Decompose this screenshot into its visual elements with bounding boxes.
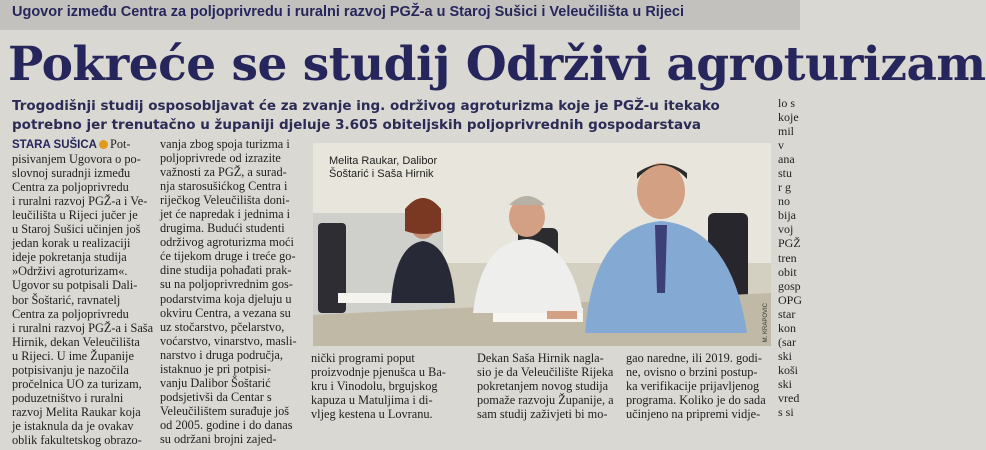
text-line: pomaže razvoju Županije, a (477, 393, 614, 408)
text-line: podsjetivši da Centar s (160, 389, 272, 404)
text-line: Hirnik, dekan Veleučilišta (12, 334, 140, 349)
text-line: riječkog Veleučilišta doni- (160, 193, 290, 208)
body-column-4 (477, 351, 625, 421)
body-column-5 (626, 351, 774, 421)
text-line: Centra za poljoprivredu (12, 180, 129, 195)
text-line: ka verifikacije prijavljenog (626, 379, 760, 394)
bullet-icon (99, 140, 108, 149)
text-line: Dekan Saša Hirnik nagla- (477, 351, 604, 365)
text-line: je istaknula da je ovakav (12, 418, 134, 433)
body-column-1 (12, 137, 152, 447)
text-line: leučilišta u Rijeci jučer je (12, 208, 138, 223)
photo-caption (329, 155, 437, 181)
text-line: kon (778, 320, 796, 335)
text-line: programa. Koliko je do sada (626, 393, 766, 408)
text-line: drugima. Budući studenti (160, 221, 285, 236)
text-line: nja starosušićkog Centra i (160, 179, 288, 194)
lead-paragraph (12, 97, 762, 135)
text-line: i ruralni razvoj PGŽ-a i Ve- (12, 194, 148, 209)
text-line: voj (778, 222, 794, 237)
dateline: STARA SUŠICA (12, 139, 97, 151)
text-line: učinjeno na pripremi vidje- (626, 407, 761, 422)
text-line: s si (778, 405, 794, 420)
caption-line: Melita Raukar, Dalibor (329, 155, 438, 167)
text-line: proizvodnje pjenušca u Ba- (311, 365, 446, 380)
text-line: bor Šoštarić, ravnatelj (12, 292, 121, 307)
text-line: Veleučilištem surađuje još (160, 403, 290, 418)
text-line: OPG (778, 292, 803, 307)
text-line: od 2005. godine i do danas (160, 417, 293, 432)
text-line: jedan korak u realizaciji (12, 236, 131, 251)
text-line: u Staroj Sušici učinjen još (12, 222, 141, 237)
col1-lines (12, 152, 152, 447)
text-line: pročelnica UO za turizam, (12, 376, 142, 391)
body-column-3 (311, 351, 471, 421)
text-line: su održani brojni zajed- (160, 431, 277, 446)
col1-first-word: Pot- (109, 137, 131, 151)
text-line: u Rijeci. U ime Županije (12, 348, 134, 363)
text-line: kapuza u Matuljima i di- (311, 393, 433, 408)
text-line: narstvo i druga područja, (160, 347, 283, 362)
text-line: poljoprivrede od izrazite (160, 151, 281, 166)
text-line: no (778, 194, 790, 209)
text-line: ski (778, 376, 793, 391)
text-line: star (778, 306, 796, 321)
text-line: važnosti za PGŽ, a surad- (160, 165, 287, 180)
text-line: oblik fakultetskog obrazo- (12, 432, 142, 447)
text-line: ana (778, 152, 795, 167)
text-line: Ugovor su potpisali Dali- (12, 278, 138, 293)
headline: Pokreće se studij Održivi agroturizam (8, 37, 986, 92)
text-line: vred (778, 390, 800, 405)
caption-line: Šoštarić i Saša Hirnik (329, 168, 434, 180)
text-line: i ruralni razvoj PGŽ-a i Saša (12, 320, 154, 335)
text-line: voćarstvo, vinarstvo, masli- (160, 333, 297, 348)
text-line: okviru Centra, a vezana su (160, 305, 291, 320)
text-line: ne, ovisno o brzini postup- (626, 365, 758, 380)
text-line: vanju Dalibor Šoštarić (160, 375, 271, 390)
text-line: podarstvima koja djeluju u (160, 291, 292, 306)
text-line: r g (778, 180, 791, 195)
text-line: vanja zbog spoja turizma i (160, 137, 290, 151)
text-line: pokretanjem novog studija (477, 379, 609, 394)
text-line: tren (778, 250, 797, 265)
text-line: PGŽ (778, 236, 801, 251)
text-line: lo s (778, 96, 796, 110)
text-line: obit (778, 264, 797, 279)
text-line: sio je da Veleučilište Rijeka (477, 365, 614, 380)
text-line: uz stočarstvo, pčelarstvo, (160, 319, 285, 334)
text-line: pisivanjem Ugovora o po- (12, 152, 141, 167)
text-line: ideje pokretanja studija (12, 250, 127, 265)
text-line: održivog agroturizma moći (160, 235, 294, 250)
text-line: »Održivi agroturizam«. (12, 264, 128, 279)
text-line: gao naredne, ili 2019. godi- (626, 351, 762, 365)
text-line: stu (778, 166, 793, 181)
text-line: nički programi poput (311, 351, 415, 365)
lead-line: Trogodišnji studij osposobljavat će za zvanje ing. održivog agroturizma koje je PGŽ-u itekako (12, 98, 720, 114)
text-line: potpisivanju je nazočila (12, 362, 129, 377)
news-photo (313, 143, 771, 346)
text-line: gosp (778, 278, 801, 293)
photo-credit: M. KRAPOVIĆ (763, 302, 769, 342)
text-line: jet će napredak i jednima i (160, 207, 291, 222)
text-line: vljeg kestena u Lovranu. (311, 407, 433, 422)
text-line: razvoj Melita Raukar koja (12, 404, 141, 419)
text-line: (sar (778, 334, 796, 349)
text-line: će tijekom druge i treće go- (160, 249, 296, 264)
lead-line: potrebno jer trenutačno u županiji djeluje 3.605 obiteljskih poljoprivrednih gospodarstava (12, 117, 702, 133)
text-line: slovnoj suradnji između (12, 166, 131, 181)
text-line: su na poljoprivrednim gos- (160, 277, 293, 292)
body-column-6-clipped (778, 96, 803, 420)
text-line: poduzetništvo i ruralni (12, 390, 124, 405)
text-line: dine studija pohađati prak- (160, 263, 292, 278)
text-line: ski (778, 348, 793, 363)
text-line: koši (778, 362, 799, 377)
kicker: Ugovor između Centra za poljoprivredu i ruralni razvoj PGŽ-a u Staroj Sušici i Veleučilišta u Rijeci (12, 4, 684, 20)
text-line: Centra za poljoprivredu (12, 306, 129, 321)
text-line: mil (778, 124, 795, 139)
text-line: koje (778, 110, 799, 125)
body-column-2 (160, 137, 304, 446)
text-line: kru i Vinodolu, brgujskog (311, 379, 438, 394)
text-line: istaknuo je pri potpisi- (160, 361, 272, 376)
text-line: sam studij zaživjeti bi mo- (477, 407, 608, 422)
text-line: bija (778, 208, 796, 223)
text-line: v (778, 138, 784, 153)
